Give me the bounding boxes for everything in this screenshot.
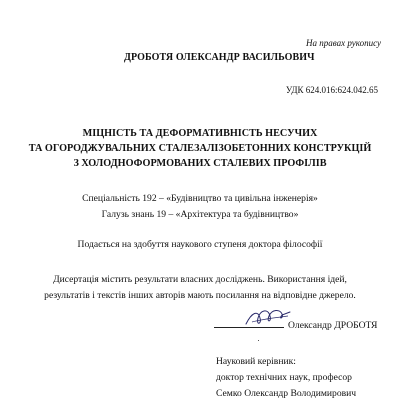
specialty-line: Спеціальність 192 – «Будівництво та цивільна інженерія»	[82, 193, 318, 204]
advisor-heading: Науковий керівник:	[216, 356, 296, 367]
advisor-degree: доктор технічних наук, професор	[216, 372, 352, 383]
dissertation-title-line: МІЦНІСТЬ ТА ДЕФОРМАТИВНІСТЬ НЕСУЧИХ	[82, 128, 318, 139]
field-of-knowledge-line: Галузь знань 19 – «Архітектура та будівництво»	[101, 209, 299, 220]
dissertation-title-line: З ХОЛОДНОФОРМОВАНИХ СТАЛЕВИХ ПРОФІЛІВ	[73, 158, 327, 169]
signature-line	[214, 327, 284, 328]
signature-name: Олександр ДРОБОТЯ	[288, 320, 378, 331]
manuscript-note: На правах рукопису	[305, 38, 381, 48]
udc-code: УДК 624.016:624.042.65	[285, 85, 378, 95]
stray-dot	[258, 340, 259, 341]
advisor-name: Семко Олександр Володимирович	[216, 388, 357, 399]
degree-line: Подається на здобуття наукового ступеня доктора філософії	[77, 239, 323, 250]
originality-statement-line: результатів і текстів інших авторів мають посилання на відповідне джерело.	[44, 290, 356, 301]
originality-statement-line: Дисертація містить результати власних досліджень. Використання ідей,	[53, 274, 347, 285]
author-name: ДРОБОТЯ ОЛЕКСАНДР ВАСИЛЬОВИЧ	[124, 52, 315, 63]
dissertation-title-line: ТА ОГОРОДЖУВАЛЬНИХ СТАЛЕЗАЛІЗОБЕТОННИХ КОНСТРУКЦІЙ	[28, 143, 372, 154]
